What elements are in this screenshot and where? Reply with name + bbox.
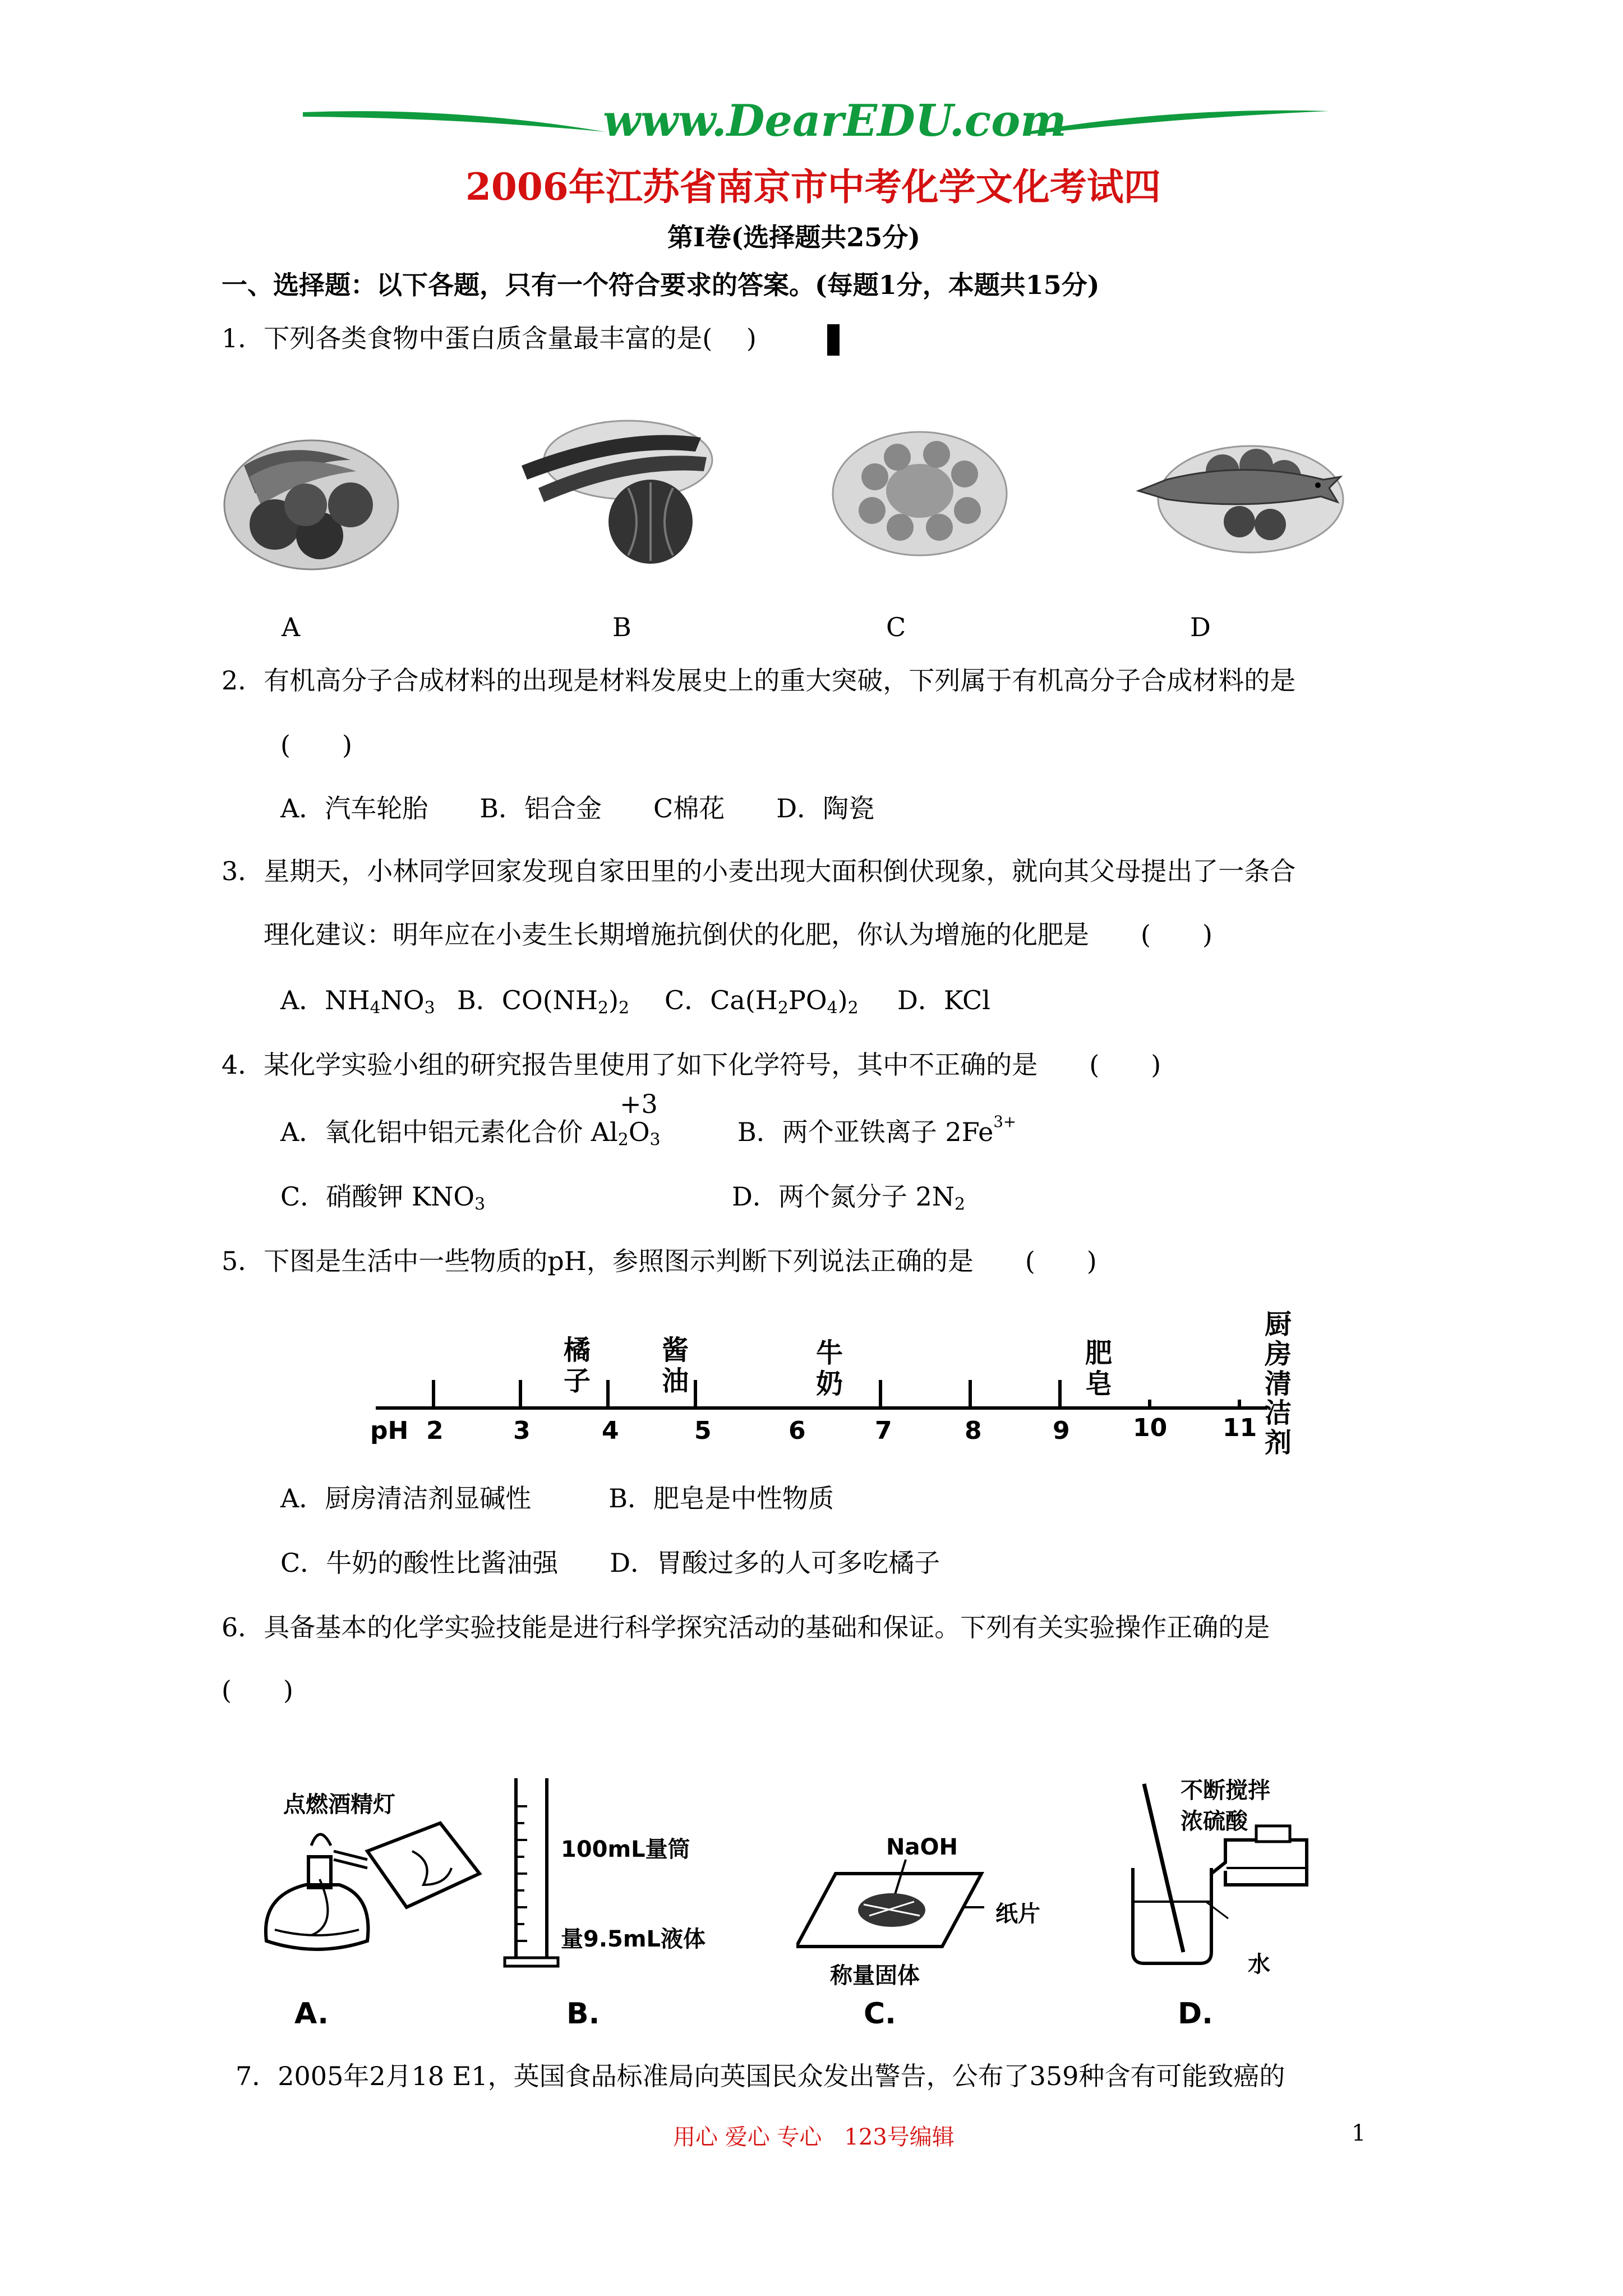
q2-stem: 2．有机高分子合成材料的出现是材料发展史上的重大突破，下列属于有机高分子合成材料的是: [222, 665, 1296, 696]
fig-b-caption-1: 100mL量筒: [561, 1837, 690, 1862]
fig-a-caption: 点燃酒精灯: [283, 1792, 395, 1818]
fig-d-caption-2: 浓硫酸: [1181, 1809, 1248, 1834]
q4-option-c: C．硝酸钾 $KNO_3$: [280, 1181, 486, 1214]
fig-c-label: C.: [864, 1997, 896, 2031]
q2-answer-paren: ( ): [280, 730, 352, 760]
fig-c-caption-2: 纸片: [995, 1901, 1040, 1927]
footer-text: 用心 爱心 专心 123号编辑: [673, 2124, 955, 2150]
fig-c-caption-1: NaOH: [886, 1834, 958, 1860]
q1-label-d: D: [1190, 612, 1211, 642]
page-title: 2006年江苏省南京市中考化学文化考试四: [465, 165, 1161, 209]
q5-options-cd: C．牛奶的酸性比酱油强 D．胃酸过多的人可多吃橘子: [280, 1548, 940, 1578]
q4-valence: +3: [620, 1089, 658, 1119]
fig-b-label: B.: [566, 1997, 600, 2031]
part-heading: 第Ⅰ卷(选择题共25分): [667, 222, 921, 252]
q5-options-ab: A．厨房清洁剂显碱性 B．肥皂是中性物质: [280, 1483, 834, 1513]
q6-stem: 6．具备基本的化学实验技能是进行科学探究活动的基础和保证。下列有关实验操作正确的是: [222, 1612, 1270, 1642]
cursor-block: [827, 324, 840, 356]
substance-milk: 牛奶: [816, 1337, 843, 1400]
q4-option-a: A．氧化铝中铝元素化合价 $Al_2O_3$: [280, 1117, 661, 1150]
food-vegetable-plate-image: [516, 404, 729, 572]
q1-label-b: B: [612, 612, 631, 642]
q3-option-d: D．KCl: [897, 985, 990, 1015]
ph-tick-4: 4: [602, 1416, 619, 1445]
page-number: 1: [1352, 2120, 1366, 2146]
substance-kitchen-cleaner: 厨房清洁剂: [1265, 1309, 1292, 1459]
ph-tick-9: 9: [1053, 1416, 1070, 1445]
substance-orange: 橘子: [564, 1335, 591, 1397]
fig-d-caption-3: 水: [1248, 1952, 1270, 1977]
fig-d-beaker-drawing: [1122, 1773, 1324, 1986]
q2-options: A．汽车轮胎 B．铝合金 C棉花 D．陶瓷: [280, 793, 875, 823]
fig-d-caption-1: 不断搅拌: [1181, 1778, 1270, 1803]
q3-option-c: C．$Ca(H_2PO_4)_2$: [665, 985, 859, 1018]
food-rice-plate-image: [830, 426, 1009, 561]
fig-b-cylinder-drawing: [499, 1773, 566, 1975]
ph-tick-5: 5: [694, 1416, 712, 1445]
substance-soap: 肥皂: [1085, 1337, 1113, 1400]
fig-a-lamp-drawing: [255, 1812, 496, 1975]
ph-tick-3: 3: [513, 1416, 531, 1445]
fig-c-caption-3: 称量固体: [830, 1963, 920, 1989]
q4-option-d: D．两个氮分子 $2N_2$: [732, 1181, 966, 1214]
ph-tick-10: 10: [1133, 1414, 1168, 1442]
q3-stem-line2: 理化建议：明年应在小麦生长期增施抗倒伏的化肥，你认为增施的化肥是 ( ): [264, 919, 1212, 950]
q5-stem: 5．下图是生活中一些物质的pH，参照图示判断下列说法正确的是 ( ): [222, 1246, 1097, 1276]
ph-tick-8: 8: [965, 1416, 982, 1445]
q3-stem-line1: 3．星期天，小林同学回家发现自家田里的小麦出现大面积倒伏现象，就向其父母提出了一条合: [222, 856, 1296, 886]
ph-scale-label: pH: [370, 1416, 409, 1445]
q1-label-a: A: [282, 612, 301, 642]
banner-swoosh-right: [1026, 101, 1329, 140]
substance-soy-sauce: 酱油: [662, 1335, 689, 1397]
food-fish-egg-plate-image: [1133, 426, 1346, 561]
q6-answer-paren: ( ): [222, 1675, 293, 1705]
q1-label-c: C: [886, 612, 906, 642]
fig-b-caption-2: 量9.5mL液体: [561, 1926, 706, 1952]
banner-swoosh-left: [303, 101, 606, 140]
fig-a-label: A.: [294, 1997, 329, 2031]
banner-text[interactable]: www.DearEDU.com: [603, 95, 1067, 146]
q3-option-b: B．$CO(NH_2)_2$: [457, 985, 630, 1018]
ph-tick-2: 2: [426, 1416, 444, 1445]
section-heading: 一、选择题：以下各题，只有一个符合要求的答案。(每题1分，本题共15分): [222, 270, 1100, 300]
ph-tick-7: 7: [875, 1416, 892, 1445]
fig-d-label: D.: [1178, 1997, 1213, 2031]
q1-stem: 1．下列各类食物中蛋白质含量最丰富的是( ): [222, 323, 757, 353]
q7-stem: 7．2005年2月18 E1，英国食品标准局向英国民众发出警告，公布了359种含有可能致癌的: [236, 2061, 1285, 2091]
food-fruit-plate-image: [222, 426, 401, 572]
ph-tick-11: 11: [1223, 1414, 1257, 1442]
q3-option-a: A．$NH_4NO_3$: [280, 985, 435, 1018]
q4-stem: 4．某化学实验小组的研究报告里使用了如下化学符号，其中不正确的是 ( ): [222, 1050, 1161, 1080]
ph-tick-6: 6: [789, 1416, 806, 1445]
fig-c-paper-drawing: [796, 1857, 987, 1969]
q4-option-b: B．两个亚铁离子 $2Fe^{3+}$: [737, 1112, 1017, 1147]
